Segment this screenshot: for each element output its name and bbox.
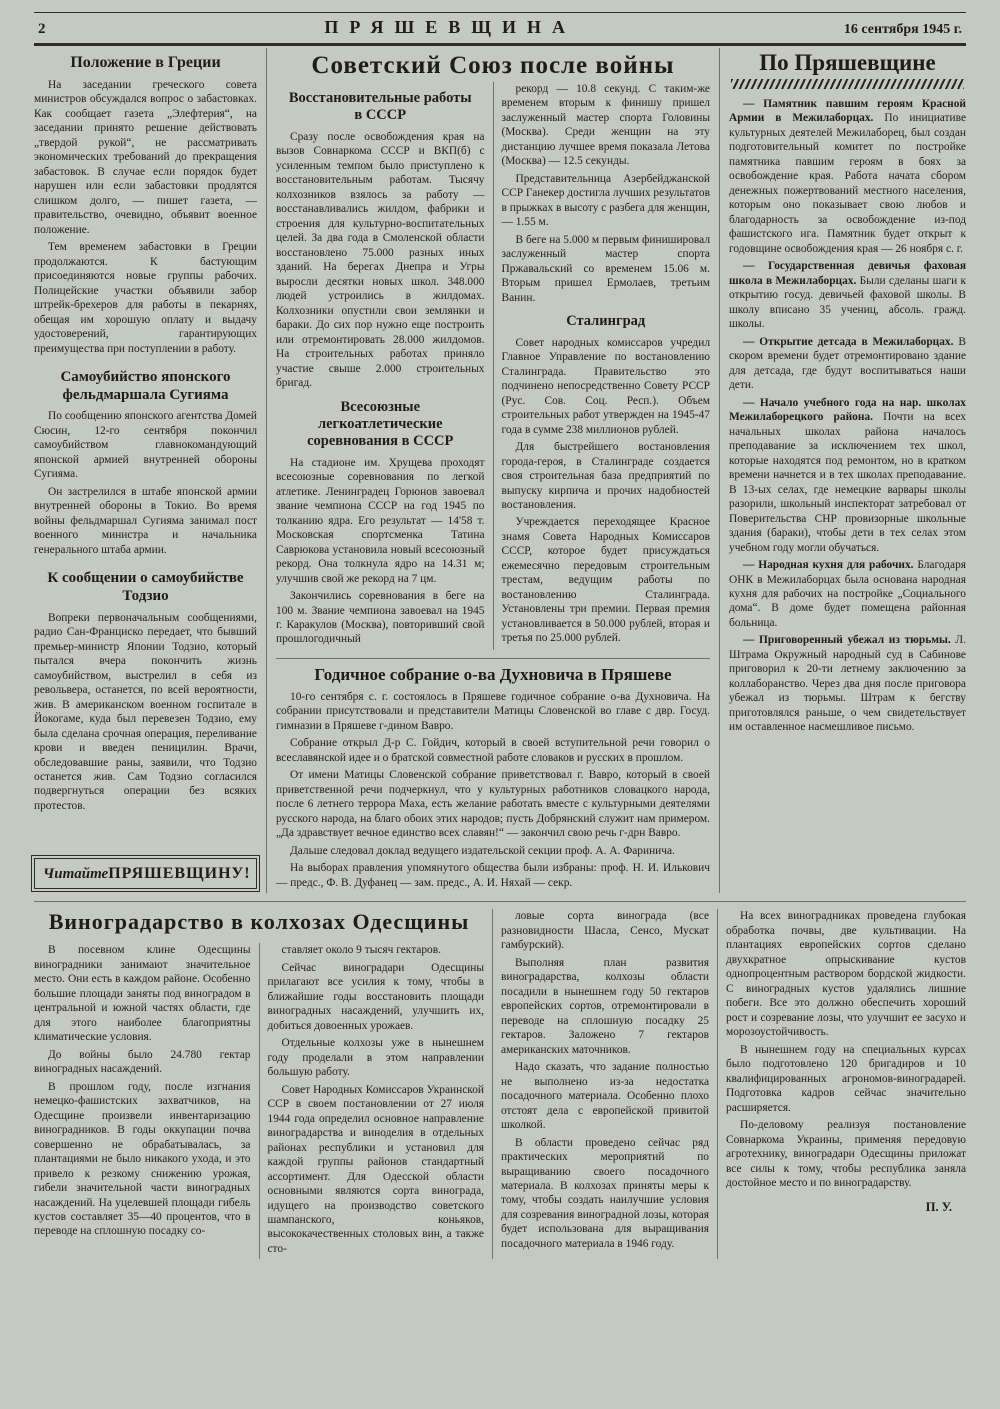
paragraph-vineyards: Сейчас виноградари Одесщины прилагают все усилия к тому, чтобы в ближайшие годы восстановить площади виноградных насаждений, улучшить их, добиться довоенных урожаев. <box>267 961 484 1032</box>
paragraph-athletics-1: На стадионе им. Хрущева проходят всесоюзные соревнования по легкой атлетике. Ленинградец Горюнов завоевал звание чемпиона СССР на год 1945 по толканию ядра. Его результат — 14'58 т. Московская спортсменка Татина Саврюкова установила новый всесоюзный рекорд. Она толкнула ядро на 14.31 м; улучшив свой же рекорд на 7 цм. <box>276 456 485 585</box>
headline-athletics: Всесоюзные легкоатлетические соревнования в СССР <box>307 398 454 450</box>
paragraph-vineyards: В области проведено сейчас ряд практических мероприятий по выращиванию своего посадочного материала. В колхозах приняты меры к тому, чтобы создать наилучшие условия для созревания виноградной лозы, которая будет использована для выращивания посадочного материала в 1946 году. <box>501 1136 709 1250</box>
readbox-word: Читайте <box>43 866 109 883</box>
newspaper-title: ПРЯШЕВЩИНА <box>324 17 577 37</box>
top-section <box>34 48 966 893</box>
headline-tojo: К сообщении о самоубийстве Тодзио <box>47 570 244 604</box>
paragraph-restoration-1: Сразу после освобождения края на вызов Совнаркома СССР и ВКП(б) с усиленным темпом было приступлено к восстановительным работам. Тысячу колхозников взялось за работу — восстанавливались жилдом, фабрики и строения для культурно-воспитательных целей. За два года в Смоленской области восстановлено 75.000 разных иных зданий. На берегах Днепра и Угры выросли десятки новых школ. 348.000 людей устроились в жилдомах. Колхозники опустили свои землянки и бараки. До сих пор нужно еще построить или отремонтировать 28.000 жилдомов. На строительных работах приняло участие свыше 2.000 строительных бригад. <box>276 130 485 390</box>
paragraph-greece-1: На заседании греческого совета министров обсуждался вопрос о забастовках. Как сообщает газета „Элефтерия“, на заседании принято решение действовать „твердой рукой“, не рассматривать экономических требований до прекращения забастовок. В случае если порядок будет нарушен или если забастовки продлятся слишком долго, — пишет газета, — правительство, очевидно, объявит военное положение. <box>34 78 257 236</box>
soviet-column-right <box>494 82 711 650</box>
news-item-text: Были сделаны шаги к открытию госуд. девичьей фаховой школы. В школу вписано 35 учениц, абсоль. гражд. школы. <box>729 274 966 331</box>
paragraph-vineyards: ставляет около 9 тысяч гектаров. <box>281 944 441 957</box>
paragraph-athletics-3: рекорд — 10.8 секунд. С таким-же временем вторым к финишу пришел заслуженный мастер спорта Головины (Москва). Среди женщин на эту дистанцию лучшее время показала Летова (Москва) — 12.5 секунды. <box>501 83 710 168</box>
paragraph-meeting-3: От имени Матицы Словенской собрание приветствовал г. Вавро, который в своей приветственной речи подчеркнул, что у культурных работников словацкого народа, после 6 летнего террора Маха, есть желание работать вместе с культурными деятелями русского народа, на благо обоих этих народов; пусть Добрянский служит нам примером. „Да здравствует вечное единство всех славян!“ — закончил свою речь г-дрн Вавро. <box>276 769 710 840</box>
soviet-column-left <box>276 82 493 650</box>
page-number: 2 <box>38 21 46 37</box>
soviet-columns <box>276 82 710 650</box>
paragraph-greece-2: Тем временем забастовки в Греции продолжаются. К бастующим присоединяются новые группы рабочих. Полицейские участки объявили забор штрейк-брехеров для работы в пекарнях, обещая им хорошую оплату и выдачу удостоверений, гарантирующих преимущества при поступлении в работу. <box>34 241 257 355</box>
news-item-lead: — Памятник павшим героям Красной Армии в Межилаборцах. <box>729 98 966 125</box>
masthead <box>34 12 966 46</box>
column-world-news <box>34 48 266 893</box>
news-item-monument <box>729 97 966 256</box>
paragraph-meeting-5: На выборах правления упомянутого общества были избраны: проф. Н. И. Илькович — предс., Ф. В. Дуфанец — зам. предс., А. И. Няхай — секр. <box>276 862 710 889</box>
vineyards-left-block <box>34 909 492 1259</box>
issue-date: 16 сентября 1945 г. <box>843 22 962 37</box>
paragraph-vineyards: В прошлом году, после изгнания немецко-фашистских захватчиков, на Одесщине произвели инвентаризацию виноградников. В годы оккупации почва совершенно не обрабатывалась, за плантациями не было никакого ухода, и это привело к резкому снижению урожая, гибели значительной части виноградных насаждений. На уцелевшей площади гибель кустов составляет 35—40 процентов, что в переводе на сплошную посадку со- <box>34 1080 251 1238</box>
news-item-lead: — Народная кухня для рабочих. <box>743 559 914 572</box>
paragraph-vineyards: В посевном клине Одесщины виноградники занимают значительное место. Они есть в каждом районе. Особенно большие площади заняты под виноградом в центральной и южной частях области, где для этого наиболее благоприятны климатические условия. <box>34 944 251 1044</box>
paragraph-athletics-5: В беге на 5.000 м первым финишировал заслуженный мастер спорта Пржавальский со временем 15.06 м. Вторым пришел Ермолаев, третьим Ванин. <box>501 233 710 304</box>
paragraph-vineyards: Отдельные колхозы уже в нынешнем году проделали в этом направлении большую работу. <box>267 1037 484 1079</box>
column-region-news <box>720 48 966 893</box>
headline-region: По Пряшевщине <box>759 50 936 75</box>
paragraph-sugiyama-1: По сообщению японского агентства Домей Сюсин, 12-го сентября покончил самоубийством главнокомандующий японской армией внутренней обороны Сугияма. <box>34 410 257 481</box>
paragraph-stalingrad-3: Учреждается переходящее Красное знамя Совета Народных Комиссаров СССР, которое будет присуждаться ежемесячно передовым строительным трестам, ведущим работы по востановлению Сталинграда. Установлены три премии. Первая премия установливается в 50.000 рублей, вторая и третья по 25.000 рублей. <box>501 516 710 645</box>
paragraph-vineyards: До войны было 24.780 гектар виноградных насаждений. <box>34 1048 251 1076</box>
read-pryashevshchina-box <box>34 858 257 889</box>
article-dukhnovich-meeting <box>276 658 710 890</box>
headline-vineyards: Виноградарство в колхозах Одесщины <box>48 909 470 935</box>
news-item-girls-school <box>729 259 966 331</box>
news-item-text: По инициативе культурных деятелей Межилаборец, был создан подготовительный комитет по постройке памятника павшим героям в боях за освобождение края. Работа начата сбором денежных пожертвований местного населения, которым оно показывает свою любов и благодарность за освобождение из-под фашистского ига. Памятник будет открыт к годовщине освобождения края — 26 ноября с. г. <box>729 112 966 255</box>
headline-soviet-union: Советский Союз после войны <box>311 52 675 79</box>
paragraph-vineyards: Выполняя план развития виноградарства, колхозы области посадили в нынешнем году 50 гектаров европейских сортов, отремонтировали в переводе на сплошную посадку 25 гектаров. Заложено 7 гектаров американских маточников. <box>501 956 709 1056</box>
headline-greece: Положение в Греции <box>70 54 221 71</box>
vineyards-column-1 <box>34 943 259 1259</box>
paragraph-stalingrad-1: Совет народных комиссаров учредил Главное Управление по востановлению Сталинграда. Правительство это подчинено непосредственно Совету РССР (Рус. Сов. Соц. Респ.). Объем строительных работ утвержден на 1945-47 года в сумме 238 миллионов рублей. <box>501 336 710 436</box>
news-item-lead: — Государственная девичья фаховая школа в Межилаборцах. <box>729 260 966 287</box>
news-item-escaped-convict <box>729 633 966 734</box>
readbox-title: ПРЯШЕВЩИНУ! <box>108 865 251 883</box>
vineyards-column-4 <box>718 909 966 1259</box>
paragraph-stalingrad-2: Для быстрейшего востановления города-героя, в Сталинграде создается своя строительная база предприятий по выпуску кирпича и прочих надобностей востановления. <box>501 441 710 511</box>
paragraph-vineyards: ловые сорта винограда (все разновидности Шасла, Сенсо, Мускат гамбурский). <box>501 910 709 952</box>
news-item-text: Благодаря ОНК в Межилаборцах была основана народная кухня для рабочих на постройке „Социального дома“. В доме будет помещена районная больница. <box>729 559 966 629</box>
paragraph-vineyards: По-деловому реализуя постановление Совнаркома Украины, применяя передовую агротехнику, виноградари Одесщины приложат все силы к тому, чтобы республика заняла достойное место и по виноградарству. <box>726 1119 966 1189</box>
news-item-school-year <box>729 396 966 555</box>
hatch-rule-decoration <box>731 79 964 89</box>
paragraph-sugiyama-2: Он застрелился в штабе японской армии внутренней обороны в Токио. Во время войны фельдмаршал Сугияма занимал пост военного министра и начальника генерального штаба армии. <box>34 485 257 556</box>
paragraph-vineyards: Надо сказать, что задание полностью не выполнено из-за недостатка посадочного материала. Особенно плохо отстоят дела с европейской привитой школкой. <box>501 1061 709 1132</box>
bottom-section <box>34 901 966 1259</box>
paragraph-vineyards: Совет Народных Комиссаров Украинской ССР в своем постановлении от 27 июля 1944 года определил основное направление виноградарства и виноделия в отдельных районах республики и установил для каждой группы районов стандартный ассортимент. Для Одесской области основными являются сорта винограда, идущего на производство советского шампанского, коньяков, высококачественных столовых вин, а также сто- <box>267 1083 484 1255</box>
paragraph-vineyards: На всех виноградниках проведена глубокая обработка почвы, две культивации. На плантациях европейских сортов сделано двухкратное опрыскивание кустов однопроцентным раствором бордской жидкости. С виноградных кустов удалялись лишние побеги. Все это должно обеспечить хороший рост и созревание лозы, что улучшит ее засухо и морозоустойчивость. <box>726 910 966 1039</box>
news-item-text: Л. Штрама Окружный народный суд в Сабинове приговорил к 20-ти летнему заключению за коллаборанство. Через два дня после приговора убежал из тюрьмы. Штрам к бегству приготовлялся раньше, о чем свидетельствует им оставленное насмешливое письмо. <box>729 634 966 734</box>
headline-restoration: Восстановительные работы в СССР <box>288 90 472 124</box>
vineyards-column-2 <box>260 943 485 1259</box>
paragraph-meeting-4: Дальше следовал доклад ведущего издательской секции проф. А. А. Фаринича. <box>290 844 675 857</box>
column-soviet-union <box>267 48 719 893</box>
news-item-kindergarten <box>729 335 966 393</box>
headline-dukhnovich-meeting: Годичное собрание о-ва Духновича в Пряшеве <box>314 664 672 684</box>
news-item-lead: — Начало учебного года на нар. школах Межилаборецкого района. <box>729 396 966 424</box>
news-item-public-kitchen <box>729 558 966 630</box>
news-item-text: В скором времени будет отремонтировано здание для детсада, где будут воспитываться наши дети. <box>729 335 967 392</box>
news-item-text: Почти на всех начальных школах района началось преподавание за исключением тех школ, которые находятся под ремонтом, но в кратком времени начнется и в тех школах преподавание. В 13-ых селах, где немецкие варвары школы разорили, школьный инспекторат затребовал от Поверительства СНР провизорные школьные здания (бараки), чтобы дети в тех селах этом учебном году могли обучаться. <box>729 411 966 554</box>
vineyards-left-columns <box>34 943 484 1259</box>
author-signature: П. У. <box>925 1200 952 1215</box>
news-item-lead: — Приговоренный убежал из тюрьмы. <box>743 634 951 647</box>
vineyards-column-3 <box>493 909 717 1259</box>
paragraph-athletics-4: Представительница Азербейджанской ССР Ганекер достигла лучших результатов в прыжках в высоту с разбега для женщин, — 1.55 м. <box>501 172 710 229</box>
paragraph-meeting-1: 10-го сентября с. г. состоялось в Пряшеве годичное собрание о-ва Духновича. На собрании присутствовали и представители Матицы Словенской во главе с двр. Госуд. гимназии в Пряшеве г-дином Вавро. <box>276 690 710 732</box>
paragraph-athletics-2: Закончились соревнования в беге на 100 м. Звание чемпиона завоевал на 1945 г. Каракулов (Москва), повторивший свой прошлогодичный <box>276 590 485 646</box>
paragraph-meeting-2: Собрание открыл Д-р С. Гойдич, который в своей вступительной речи говорил о всеславянской идее и о братской совместной работе словаков и русских в прошлом. <box>276 737 710 764</box>
headline-stalingrad: Сталинград <box>566 313 646 330</box>
headline-sugiyama: Самоубийство японского фельдмаршала Сугияма <box>60 369 231 403</box>
news-item-lead: — Открытие детсада в Межилаборцах. <box>743 335 954 348</box>
paragraph-vineyards: В нынешнем году на специальных курсах было подготовлено 120 бригадиров и 10 квалифицированных агрономов-виноградарей. Подготовка кадров сейчас значительно расширяется. <box>726 1043 966 1114</box>
paragraph-tojo-1: Вопреки первоначальным сообщениями, радио Сан-Франциско передает, что бывший премьер-министр Японии Тодзио, который пытался вчера покончить жизнь самоубийством, выстрелил в себя из револьвера, останется, по всей вероятности, жив. В американском военном госпитале в Йокогаме, куда был перевезен Тодзио, ему была сделана срочная операция, переливание крови и введен пеницилин. Врачи, обследовавшие раны, заявили, что Тодзио останется жив. Сам Тодзио согласился подвергнуться операции без всяких протестов. <box>34 611 257 812</box>
